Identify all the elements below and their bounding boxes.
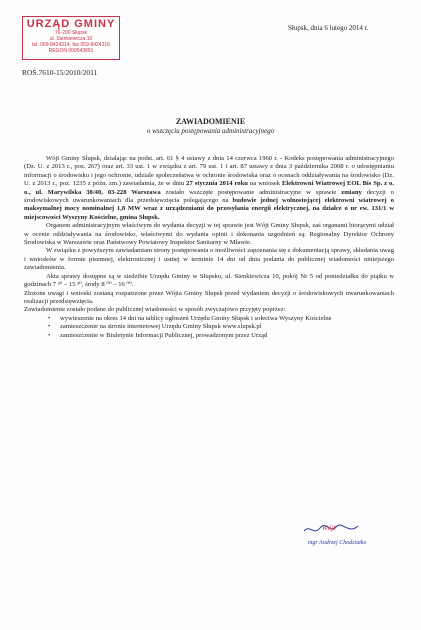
change-keyword: zmiany — [341, 188, 362, 196]
request-text: na wniosek — [249, 180, 281, 188]
legal-basis-text: Wójt Gminy Słupsk, działając na podst. art. 61 § 4 ustawy z dnia 14 czerwca 1960 r. - Kodeks postępowania administracyjnego (Dz. U. z 2013 r., poz. 267) oraz art. 33 ust. 1 w związku z art. 79 ust. 1 i art. 87 ustawy z dnia 3 października 2008 r. o udostępnianiu informacji o środowisku i jego ochronie, udziale społeczeństwa w ochronie środowiska oraz o ocenach oddziaływania na środowisko (Dz. U. z 2013 r., poz. 1235 z późn. zm.) zawiadamia, że w dniu — [24, 155, 394, 188]
stamp-line-1: 76-200 Słupsk — [55, 30, 87, 36]
applicant-name: Elektrowni Wiatrowej EOL Bis Sp. z o. o., ul. Marywilska 38/40, 03-228 Warszawa — [24, 180, 394, 196]
publication-list — [24, 315, 394, 340]
paragraph-comments: Złożone uwagi i wnioski zostaną rozpatrzone przez Wójta Gminy Słupsk przed wydaniem decyzji o środowiskowych uwarunkowaniach realizacji przedsięwzięcia. — [24, 289, 394, 305]
signature-block — [302, 522, 376, 552]
document-body — [24, 155, 394, 340]
list-item: • wywieszenie na okres 14 dni na tablicy ogłoszeń Urzędu Gminy Słupsk i sołectwa Wyszyny Kościelne — [48, 315, 394, 323]
stamp-line-3: tel. 059-8424314, fax 059-8424316 — [32, 42, 110, 48]
stamp-line-4: REGON 000543891 — [48, 48, 94, 54]
list-item: • zamieszczenie na stronie internetowej Urzędu Gminy Słupsk www.slupsk.pl — [48, 323, 394, 331]
initiation-date: 27 stycznia 2014 roku — [186, 180, 248, 188]
project-description: budowie jednej wolnostojącej elektrowni wiatrowej o maksymalnej mocy nominalnej 1,8 MW wraz z urządzeniami do przesyłania energii elektrycznej, na działce o nr ew. 131/1 w miejscowości Wyszyny Kościelne, gmina Słupsk. — [24, 197, 394, 221]
paragraph-publication: Zawiadomienie zostało podane do publicznej wiadomości w sposób zwyczajowo przyjęty poprzez: — [24, 306, 286, 314]
paragraph-files: Akta sprawy dostępne są w siedzibie Urzędu Gminy w Słupsku, ul. Sienkiewicza 10, pokój Nr 5 od poniedziałku do piątku w godzinach 7 ³⁰ – 15 ³⁰, środy 8 ⁰⁰ – 16 ⁰⁰. — [24, 272, 394, 289]
paragraph-authority: Organem administracyjnym właściwym do wydania decyzji w tej sprawie jest Wójt Gminy Słupsk, zaś organami biorącymi udział w ocenie oddziaływania na środowisko, właściwymi do wydania opinii i dokonania uzgodnień są: Regionalny Dyrektor Ochrony Środowiska w Warszawie oraz Państwowy Powiatowy Inspektor Sanitarny w Mławie. — [24, 222, 394, 247]
paragraph-notice: W związku z powyższym zawiadamiam strony postępowania o możliwości zapoznania się z dokumentacją sprawy, składania uwag i wniosków w formie pisemnej, elektronicznej i ustnej w terminie 14 dni od dnia podania do publicznej wiadomości niniejszego zawiadomienia. — [24, 247, 394, 272]
reference-number: ROŚ.7610-15/2010/2011 — [22, 68, 98, 77]
document-date: Słupsk, dnia 6 lutego 2014 r. — [288, 24, 369, 32]
signatory-name: mgr Andrzej Chodziutko — [308, 540, 367, 546]
stamp-title: URZĄD GMINY — [26, 18, 116, 30]
proceedings-text: zostało wszczęte postępowanie administracyjne w sprawie — [165, 188, 337, 196]
signature-scribble — [302, 522, 362, 538]
signature-title: Wójt — [322, 525, 336, 532]
stamp-line-2: ul. Sienkiewicza 10 — [49, 36, 93, 42]
document-subtitle: o wszczęciu postępowania administracyjnego — [146, 127, 275, 135]
office-stamp — [22, 16, 120, 60]
list-item: • zamieszczenie w Biuletynie Informacji Publicznej, prowadzonym przez Urząd — [48, 332, 394, 340]
paragraph-legal-basis — [24, 155, 394, 222]
decision-text: decyzji o środowiskowych uwarunkowaniach dla przedsięwzięcia polegającego na — [24, 188, 394, 205]
document-title: ZAWIADOMIENIE — [175, 117, 246, 126]
